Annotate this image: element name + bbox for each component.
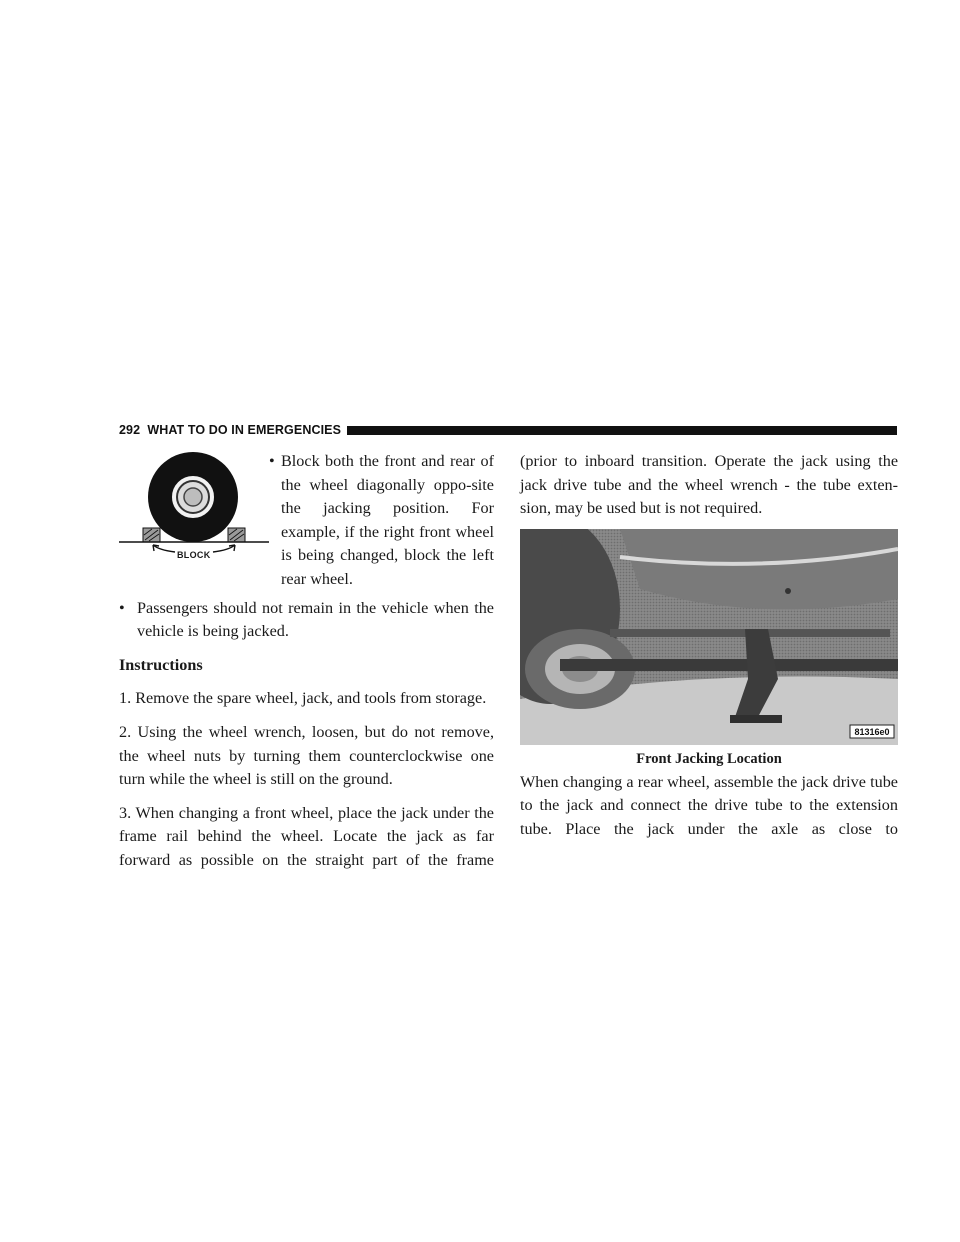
step-3: 3. When changing a front wheel, place the jack under the frame rail behind the wheel. Locate the jack as far forward as possible on the straight part of the frame xyxy=(119,803,494,869)
bullet-dot: • xyxy=(119,598,125,617)
header-rule xyxy=(347,426,897,435)
left-column xyxy=(119,450,494,873)
front-jacking-photo xyxy=(520,529,898,745)
block-bullet-wrap xyxy=(269,450,494,592)
page-number: 292 xyxy=(119,423,141,437)
right-column xyxy=(520,450,898,842)
bullet-dot: • xyxy=(269,452,275,470)
rear-wheel-text: When changing a rear wheel, assemble the jack drive tube to the jack and connect the drive tube to the extension tube. Place the jack under the axle as close to xyxy=(520,772,898,838)
block-wheels-row xyxy=(119,450,494,592)
section-title: WHAT TO DO IN EMERGENCIES xyxy=(147,423,342,437)
continuation-text: (prior to inboard transition. Operate the jack using the jack drive tube and the wheel wrench - the tube exten-sion, may be used but is not required. xyxy=(520,452,898,518)
instructions-heading: Instructions xyxy=(119,655,203,674)
step-1: 1. Remove the spare wheel, jack, and tools from storage. xyxy=(119,689,487,708)
block-label: BLOCK xyxy=(177,550,211,560)
bullet-passengers xyxy=(119,597,494,644)
bullet-passengers-text: Passengers should not remain in the vehicle when the vehicle is being jacked. xyxy=(137,598,494,641)
page-number-and-section xyxy=(119,423,341,437)
bullet-block-wheels-text: Block both the front and rear of the wheel diagonally oppo-site the jacking position. For example, if the right front wheel is being changed, block the left rear wheel. xyxy=(281,452,494,588)
wheel-block-illustration xyxy=(119,450,269,560)
page-header xyxy=(119,422,897,438)
step-2: 2. Using the wheel wrench, loosen, but do not remove, the wheel nuts by turning them counterclockwise one turn while the wheel is still on the ground. xyxy=(119,722,494,789)
photo-caption: Front Jacking Location xyxy=(636,750,782,767)
jack-under-frame-image xyxy=(520,529,898,745)
bullet-block-wheels xyxy=(269,450,494,592)
tire-blocked-icon xyxy=(119,450,269,558)
photo-id-label: 81316e0 xyxy=(854,726,890,737)
